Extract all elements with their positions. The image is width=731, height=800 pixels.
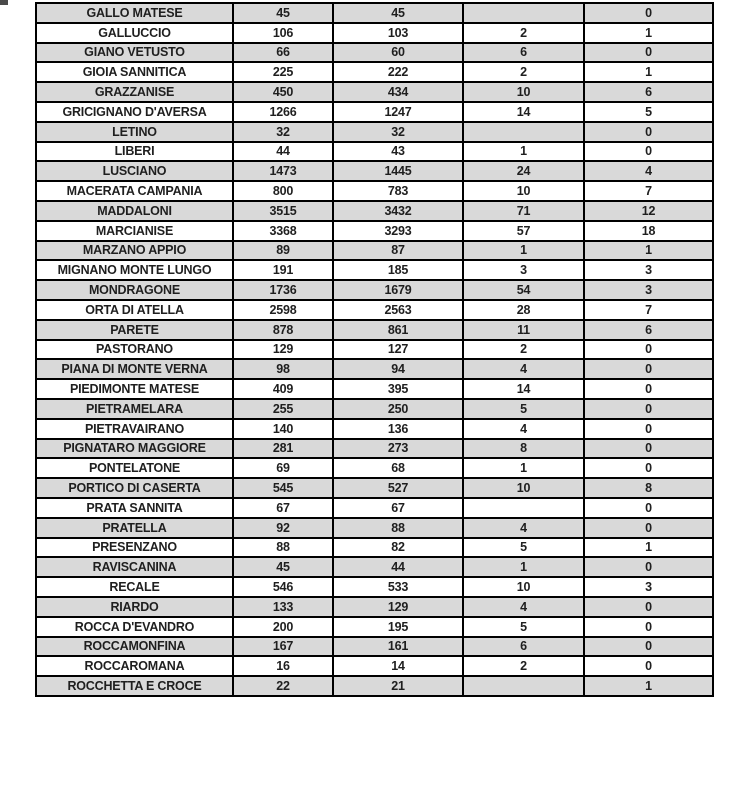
- recovered-cell: 44: [333, 557, 463, 577]
- table-body: [36, 3, 713, 696]
- recovered-cell: 21: [333, 676, 463, 696]
- page-corner-mark: [0, 0, 8, 5]
- deaths-cell: 7: [584, 181, 713, 201]
- municipalities-table: [35, 2, 714, 697]
- active-cell: 4: [463, 518, 584, 538]
- total-cases-cell: 140: [233, 419, 333, 439]
- total-cases-cell: 546: [233, 577, 333, 597]
- active-cell: [463, 676, 584, 696]
- active-cell: 2: [463, 340, 584, 360]
- total-cases-cell: 106: [233, 23, 333, 43]
- active-cell: 6: [463, 637, 584, 657]
- active-cell: [463, 498, 584, 518]
- total-cases-cell: 88: [233, 538, 333, 558]
- municipality-name-cell: PIGNATARO MAGGIORE: [36, 439, 233, 459]
- total-cases-cell: 800: [233, 181, 333, 201]
- municipality-name-cell: RECALE: [36, 577, 233, 597]
- table-row: [36, 676, 713, 696]
- recovered-cell: 161: [333, 637, 463, 657]
- active-cell: 28: [463, 300, 584, 320]
- active-cell: 5: [463, 538, 584, 558]
- municipality-name-cell: PIEDIMONTE MATESE: [36, 379, 233, 399]
- active-cell: 4: [463, 597, 584, 617]
- total-cases-cell: 69: [233, 458, 333, 478]
- total-cases-cell: 98: [233, 359, 333, 379]
- deaths-cell: 1: [584, 676, 713, 696]
- active-cell: 3: [463, 260, 584, 280]
- total-cases-cell: 191: [233, 260, 333, 280]
- municipality-name-cell: MIGNANO MONTE LUNGO: [36, 260, 233, 280]
- recovered-cell: 127: [333, 340, 463, 360]
- recovered-cell: 43: [333, 142, 463, 162]
- total-cases-cell: 22: [233, 676, 333, 696]
- municipality-name-cell: GALLUCCIO: [36, 23, 233, 43]
- recovered-cell: 88: [333, 518, 463, 538]
- table-row: [36, 656, 713, 676]
- recovered-cell: 67: [333, 498, 463, 518]
- total-cases-cell: 32: [233, 122, 333, 142]
- total-cases-cell: 281: [233, 439, 333, 459]
- total-cases-cell: 167: [233, 637, 333, 657]
- active-cell: 10: [463, 577, 584, 597]
- recovered-cell: 3432: [333, 201, 463, 221]
- deaths-cell: 4: [584, 161, 713, 181]
- municipality-name-cell: PARETE: [36, 320, 233, 340]
- total-cases-cell: 44: [233, 142, 333, 162]
- municipality-name-cell: PRATA SANNITA: [36, 498, 233, 518]
- recovered-cell: 783: [333, 181, 463, 201]
- total-cases-cell: 45: [233, 557, 333, 577]
- recovered-cell: 3293: [333, 221, 463, 241]
- active-cell: 1: [463, 142, 584, 162]
- municipality-name-cell: MARZANO APPIO: [36, 241, 233, 261]
- table-row: [36, 201, 713, 221]
- table-row: [36, 23, 713, 43]
- table-row: [36, 122, 713, 142]
- municipality-name-cell: PIETRAVAIRANO: [36, 419, 233, 439]
- municipality-name-cell: GALLO MATESE: [36, 3, 233, 23]
- deaths-cell: 7: [584, 300, 713, 320]
- total-cases-cell: 67: [233, 498, 333, 518]
- total-cases-cell: 2598: [233, 300, 333, 320]
- municipality-name-cell: PASTORANO: [36, 340, 233, 360]
- recovered-cell: 1679: [333, 280, 463, 300]
- deaths-cell: 0: [584, 637, 713, 657]
- table-row: [36, 538, 713, 558]
- recovered-cell: 14: [333, 656, 463, 676]
- recovered-cell: 434: [333, 82, 463, 102]
- municipality-name-cell: LUSCIANO: [36, 161, 233, 181]
- table-row: [36, 577, 713, 597]
- deaths-cell: 6: [584, 82, 713, 102]
- active-cell: 2: [463, 62, 584, 82]
- recovered-cell: 861: [333, 320, 463, 340]
- table-row: [36, 340, 713, 360]
- active-cell: 54: [463, 280, 584, 300]
- recovered-cell: 60: [333, 43, 463, 63]
- deaths-cell: 0: [584, 458, 713, 478]
- active-cell: 24: [463, 161, 584, 181]
- total-cases-cell: 409: [233, 379, 333, 399]
- total-cases-cell: 92: [233, 518, 333, 538]
- table-row: [36, 3, 713, 23]
- table-row: [36, 518, 713, 538]
- deaths-cell: 18: [584, 221, 713, 241]
- active-cell: 2: [463, 656, 584, 676]
- table-row: [36, 498, 713, 518]
- recovered-cell: 32: [333, 122, 463, 142]
- recovered-cell: 185: [333, 260, 463, 280]
- deaths-cell: 0: [584, 439, 713, 459]
- total-cases-cell: 225: [233, 62, 333, 82]
- active-cell: 11: [463, 320, 584, 340]
- municipality-name-cell: ORTA DI ATELLA: [36, 300, 233, 320]
- table-row: [36, 221, 713, 241]
- deaths-cell: 0: [584, 617, 713, 637]
- deaths-cell: 1: [584, 23, 713, 43]
- municipality-name-cell: LETINO: [36, 122, 233, 142]
- deaths-cell: 0: [584, 142, 713, 162]
- total-cases-cell: 200: [233, 617, 333, 637]
- total-cases-cell: 45: [233, 3, 333, 23]
- recovered-cell: 273: [333, 439, 463, 459]
- deaths-cell: 0: [584, 340, 713, 360]
- table-row: [36, 458, 713, 478]
- recovered-cell: 103: [333, 23, 463, 43]
- total-cases-cell: 545: [233, 478, 333, 498]
- table-row: [36, 82, 713, 102]
- total-cases-cell: 1736: [233, 280, 333, 300]
- municipality-name-cell: RIARDO: [36, 597, 233, 617]
- table-row: [36, 419, 713, 439]
- recovered-cell: 87: [333, 241, 463, 261]
- municipality-name-cell: PRESENZANO: [36, 538, 233, 558]
- active-cell: 5: [463, 617, 584, 637]
- active-cell: 10: [463, 478, 584, 498]
- municipality-name-cell: ROCCAMONFINA: [36, 637, 233, 657]
- total-cases-cell: 255: [233, 399, 333, 419]
- table-row: [36, 300, 713, 320]
- active-cell: 57: [463, 221, 584, 241]
- recovered-cell: 395: [333, 379, 463, 399]
- total-cases-cell: 3515: [233, 201, 333, 221]
- table-row: [36, 557, 713, 577]
- deaths-cell: 12: [584, 201, 713, 221]
- municipality-name-cell: GRAZZANISE: [36, 82, 233, 102]
- municipality-name-cell: MARCIANISE: [36, 221, 233, 241]
- municipality-name-cell: PRATELLA: [36, 518, 233, 538]
- table-row: [36, 597, 713, 617]
- active-cell: 10: [463, 181, 584, 201]
- total-cases-cell: 129: [233, 340, 333, 360]
- table-row: [36, 102, 713, 122]
- active-cell: 14: [463, 102, 584, 122]
- municipality-name-cell: LIBERI: [36, 142, 233, 162]
- total-cases-cell: 89: [233, 241, 333, 261]
- active-cell: 2: [463, 23, 584, 43]
- table-row: [36, 181, 713, 201]
- municipality-name-cell: ROCCHETTA E CROCE: [36, 676, 233, 696]
- active-cell: 4: [463, 359, 584, 379]
- blank-footer-area: [0, 699, 731, 800]
- total-cases-cell: 16: [233, 656, 333, 676]
- recovered-cell: 250: [333, 399, 463, 419]
- deaths-cell: 1: [584, 62, 713, 82]
- deaths-cell: 3: [584, 260, 713, 280]
- recovered-cell: 527: [333, 478, 463, 498]
- municipality-name-cell: PIETRAMELARA: [36, 399, 233, 419]
- deaths-cell: 0: [584, 359, 713, 379]
- active-cell: 4: [463, 419, 584, 439]
- deaths-cell: 0: [584, 399, 713, 419]
- table-row: [36, 359, 713, 379]
- table-row: [36, 43, 713, 63]
- table-row: [36, 478, 713, 498]
- deaths-cell: 0: [584, 379, 713, 399]
- table-row: [36, 142, 713, 162]
- deaths-cell: 0: [584, 419, 713, 439]
- deaths-cell: 1: [584, 538, 713, 558]
- deaths-cell: 0: [584, 656, 713, 676]
- total-cases-cell: 1266: [233, 102, 333, 122]
- recovered-cell: 94: [333, 359, 463, 379]
- total-cases-cell: 3368: [233, 221, 333, 241]
- total-cases-cell: 133: [233, 597, 333, 617]
- deaths-cell: 0: [584, 557, 713, 577]
- deaths-cell: 3: [584, 577, 713, 597]
- recovered-cell: 222: [333, 62, 463, 82]
- table-row: [36, 439, 713, 459]
- table-row: [36, 320, 713, 340]
- active-cell: 1: [463, 241, 584, 261]
- recovered-cell: 2563: [333, 300, 463, 320]
- municipality-name-cell: PONTELATONE: [36, 458, 233, 478]
- active-cell: 6: [463, 43, 584, 63]
- municipality-name-cell: GIANO VETUSTO: [36, 43, 233, 63]
- municipality-name-cell: PIANA DI MONTE VERNA: [36, 359, 233, 379]
- deaths-cell: 5: [584, 102, 713, 122]
- recovered-cell: 136: [333, 419, 463, 439]
- table-row: [36, 617, 713, 637]
- total-cases-cell: 1473: [233, 161, 333, 181]
- municipality-name-cell: RAVISCANINA: [36, 557, 233, 577]
- deaths-cell: 8: [584, 478, 713, 498]
- total-cases-cell: 66: [233, 43, 333, 63]
- municipality-name-cell: MACERATA CAMPANIA: [36, 181, 233, 201]
- total-cases-cell: 450: [233, 82, 333, 102]
- municipality-name-cell: PORTICO DI CASERTA: [36, 478, 233, 498]
- municipality-name-cell: GIOIA SANNITICA: [36, 62, 233, 82]
- active-cell: 8: [463, 439, 584, 459]
- active-cell: 1: [463, 458, 584, 478]
- active-cell: 71: [463, 201, 584, 221]
- table-row: [36, 241, 713, 261]
- table-row: [36, 280, 713, 300]
- deaths-cell: 6: [584, 320, 713, 340]
- deaths-cell: 3: [584, 280, 713, 300]
- table-row: [36, 62, 713, 82]
- deaths-cell: 1: [584, 241, 713, 261]
- deaths-cell: 0: [584, 122, 713, 142]
- deaths-cell: 0: [584, 597, 713, 617]
- deaths-cell: 0: [584, 43, 713, 63]
- recovered-cell: 1445: [333, 161, 463, 181]
- municipality-name-cell: GRICIGNANO D'AVERSA: [36, 102, 233, 122]
- active-cell: 5: [463, 399, 584, 419]
- recovered-cell: 129: [333, 597, 463, 617]
- deaths-cell: 0: [584, 3, 713, 23]
- active-cell: 1: [463, 557, 584, 577]
- municipality-name-cell: MONDRAGONE: [36, 280, 233, 300]
- table-row: [36, 379, 713, 399]
- deaths-cell: 0: [584, 518, 713, 538]
- table-row: [36, 260, 713, 280]
- municipality-name-cell: ROCCAROMANA: [36, 656, 233, 676]
- total-cases-cell: 878: [233, 320, 333, 340]
- deaths-cell: 0: [584, 498, 713, 518]
- recovered-cell: 533: [333, 577, 463, 597]
- recovered-cell: 45: [333, 3, 463, 23]
- table-row: [36, 161, 713, 181]
- active-cell: 10: [463, 82, 584, 102]
- recovered-cell: 82: [333, 538, 463, 558]
- recovered-cell: 68: [333, 458, 463, 478]
- active-cell: [463, 3, 584, 23]
- active-cell: 14: [463, 379, 584, 399]
- table-row: [36, 637, 713, 657]
- active-cell: [463, 122, 584, 142]
- table-row: [36, 399, 713, 419]
- recovered-cell: 195: [333, 617, 463, 637]
- municipality-name-cell: ROCCA D'EVANDRO: [36, 617, 233, 637]
- municipality-name-cell: MADDALONI: [36, 201, 233, 221]
- recovered-cell: 1247: [333, 102, 463, 122]
